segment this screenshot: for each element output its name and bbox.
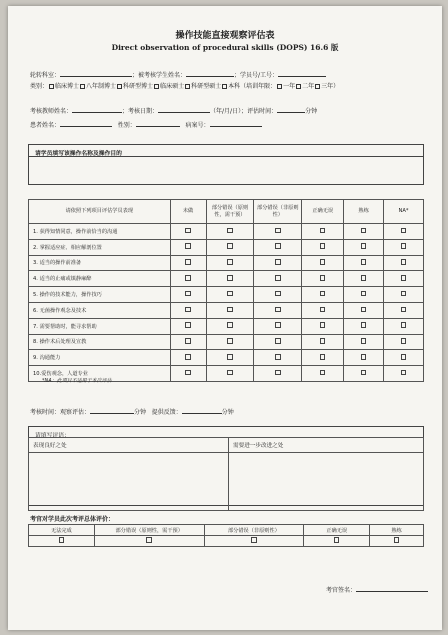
rating-checkbox[interactable] bbox=[320, 322, 326, 328]
rating-checkbox[interactable] bbox=[227, 322, 233, 328]
dept-label: 轮转科室： bbox=[30, 72, 61, 79]
rating-checkbox[interactable] bbox=[185, 322, 191, 328]
table-row bbox=[29, 239, 424, 255]
cat-option-1: 临床博士 bbox=[55, 83, 80, 90]
cat-option-6: 本科（培训年限： bbox=[228, 83, 277, 90]
cat-option-5: 科研型硕士 bbox=[191, 83, 222, 90]
rating-checkbox[interactable] bbox=[185, 338, 191, 344]
overall-checkbox-5[interactable] bbox=[394, 537, 400, 543]
year-checkbox-1[interactable] bbox=[277, 84, 282, 89]
good-points-field[interactable] bbox=[29, 453, 229, 511]
observe-minutes-field[interactable] bbox=[90, 408, 134, 414]
header-line-4 bbox=[30, 121, 430, 130]
eval-time-label: ；评估时间： bbox=[241, 108, 278, 115]
patient-name-label: 患者姓名： bbox=[30, 122, 61, 129]
patient-name-field[interactable] bbox=[60, 121, 112, 127]
time-line bbox=[30, 407, 234, 416]
rating-checkbox[interactable] bbox=[320, 338, 326, 344]
feedback-minute-label: 分钟 bbox=[221, 409, 234, 416]
rating-checkbox[interactable] bbox=[361, 307, 367, 313]
rating-checkbox[interactable] bbox=[361, 370, 367, 376]
rating-checkbox[interactable] bbox=[401, 322, 407, 328]
cat-option-2: 八年制博士 bbox=[86, 83, 117, 90]
rating-checkbox[interactable] bbox=[275, 338, 281, 344]
cat-option-4: 临床硕士 bbox=[160, 83, 185, 90]
rating-checkbox[interactable] bbox=[401, 338, 407, 344]
rating-checkbox[interactable] bbox=[320, 259, 326, 265]
evaluation-table bbox=[28, 199, 424, 382]
rating-checkbox[interactable] bbox=[185, 370, 191, 376]
overall-checkbox-3[interactable] bbox=[251, 537, 257, 543]
na-note: *NA：此项目不适用于本次评估 bbox=[42, 378, 112, 384]
table-row bbox=[29, 350, 424, 366]
rating-checkbox[interactable] bbox=[361, 354, 367, 360]
rating-checkbox[interactable] bbox=[401, 307, 407, 313]
cat-checkbox-3[interactable] bbox=[117, 84, 122, 89]
rating-checkbox[interactable] bbox=[185, 291, 191, 297]
rating-checkbox[interactable] bbox=[185, 307, 191, 313]
col-header-minor-error: 部分错误（非原则性） bbox=[254, 200, 302, 224]
trainee-name-field[interactable] bbox=[186, 71, 234, 77]
improve-points-header: 需要进一步改进之处 bbox=[229, 438, 424, 453]
evaluation-item-label: 9. 沟通能力 bbox=[29, 350, 171, 366]
overall-label: 考官对学员此次考评总体评价： bbox=[30, 516, 115, 523]
rating-checkbox[interactable] bbox=[275, 259, 281, 265]
rating-checkbox[interactable] bbox=[185, 228, 191, 234]
evaluation-item-label: 5. 操作的技术能力，操作技巧 bbox=[29, 287, 171, 303]
overall-table bbox=[28, 524, 424, 547]
table-row bbox=[29, 287, 424, 303]
signature-line bbox=[326, 585, 428, 594]
signature-field[interactable] bbox=[356, 586, 428, 592]
exam-date-field[interactable] bbox=[158, 107, 210, 113]
rating-checkbox[interactable] bbox=[361, 228, 367, 234]
evaluation-item-label: 10.爱伤观念，人道专业 bbox=[29, 366, 171, 382]
rating-checkbox[interactable] bbox=[401, 228, 407, 234]
rating-checkbox[interactable] bbox=[275, 243, 281, 249]
bed-no-field[interactable] bbox=[210, 121, 262, 127]
evaluation-item-label: 1. 获得知情同意，操作前恰当的沟通 bbox=[29, 224, 171, 240]
cat-checkbox-4[interactable] bbox=[154, 84, 159, 89]
rating-checkbox[interactable] bbox=[401, 370, 407, 376]
rating-checkbox[interactable] bbox=[320, 291, 326, 297]
rating-checkbox[interactable] bbox=[227, 259, 233, 265]
evaluation-item-label: 7. 需要帮助时，能寻求帮助 bbox=[29, 318, 171, 334]
header-line-3 bbox=[30, 107, 430, 116]
signature-label: 考官签名： bbox=[326, 587, 357, 594]
rating-checkbox[interactable] bbox=[320, 354, 326, 360]
col-header-not-done: 未做 bbox=[170, 200, 206, 224]
trainee-name-label: ；被考核学生姓名： bbox=[132, 72, 187, 79]
comments-label: 请填写评语： bbox=[35, 433, 70, 439]
dept-field[interactable] bbox=[60, 71, 132, 77]
table-row bbox=[29, 302, 424, 318]
bed-no-label: 病案号： bbox=[185, 122, 210, 129]
col-header-item: 请依照下列项目评估学员表现 bbox=[29, 200, 171, 224]
evaluation-header-row bbox=[29, 200, 424, 224]
exam-time-label: 考核时间：观察评估： bbox=[30, 409, 91, 416]
year-checkbox-2[interactable] bbox=[296, 84, 301, 89]
rating-checkbox[interactable] bbox=[401, 354, 407, 360]
rating-checkbox[interactable] bbox=[185, 275, 191, 281]
evaluation-item-label: 8. 操作术后处理及宣教 bbox=[29, 334, 171, 350]
rating-checkbox[interactable] bbox=[185, 243, 191, 249]
rating-checkbox[interactable] bbox=[361, 322, 367, 328]
cat-checkbox-2[interactable] bbox=[80, 84, 85, 89]
dops-form-page bbox=[8, 6, 442, 630]
rating-checkbox[interactable] bbox=[401, 259, 407, 265]
examiner-field[interactable] bbox=[72, 107, 122, 113]
year-checkbox-3[interactable] bbox=[315, 84, 320, 89]
year-option-3: 三年） bbox=[321, 83, 340, 90]
rating-checkbox[interactable] bbox=[227, 275, 233, 281]
rating-checkbox[interactable] bbox=[275, 291, 281, 297]
exam-date-label: ；考核日期： bbox=[122, 108, 159, 115]
col-header-correct: 正确无误 bbox=[302, 200, 344, 224]
rating-checkbox[interactable] bbox=[320, 275, 326, 281]
gender-label: 性别： bbox=[117, 122, 136, 129]
rating-checkbox[interactable] bbox=[227, 354, 233, 360]
rating-checkbox[interactable] bbox=[361, 259, 367, 265]
procedure-box-label: 请学员填写该操作名称及操作目的 bbox=[35, 151, 122, 157]
student-no-label: ；学员号/工号： bbox=[234, 72, 279, 79]
rating-checkbox[interactable] bbox=[227, 291, 233, 297]
form-title-en: Direct observation of procedural skills (DOPS) 16.6 版 bbox=[111, 43, 339, 52]
observe-minute-label: 分钟 bbox=[134, 409, 147, 416]
rating-checkbox[interactable] bbox=[401, 275, 407, 281]
rating-checkbox[interactable] bbox=[275, 228, 281, 234]
rating-checkbox[interactable] bbox=[361, 338, 367, 344]
improve-points-field[interactable] bbox=[229, 453, 424, 511]
examiner-label: 考核教师姓名： bbox=[30, 108, 73, 115]
year-option-1: 一年 bbox=[283, 83, 296, 90]
rating-checkbox[interactable] bbox=[227, 370, 233, 376]
table-row bbox=[29, 224, 424, 240]
procedure-box-divider bbox=[29, 156, 423, 157]
evaluation-item-label: 2. 掌握适应症、相应解剖位置 bbox=[29, 239, 171, 255]
cat-checkbox-6[interactable] bbox=[222, 84, 227, 89]
year-option-2: 二年 bbox=[302, 83, 315, 90]
rating-checkbox[interactable] bbox=[275, 275, 281, 281]
rating-checkbox[interactable] bbox=[361, 291, 367, 297]
overall-checkbox-1[interactable] bbox=[59, 537, 65, 543]
table-row bbox=[29, 334, 424, 350]
cat-checkbox-1[interactable] bbox=[49, 84, 54, 89]
col-header-proficient: 熟练 bbox=[344, 200, 384, 224]
evaluation-item-label: 4. 适当的止痛或镇静麻醉 bbox=[29, 271, 171, 287]
procedure-box[interactable] bbox=[28, 144, 424, 185]
rating-checkbox[interactable] bbox=[275, 354, 281, 360]
feedback-minutes-field[interactable] bbox=[182, 408, 222, 414]
eval-time-field[interactable] bbox=[277, 107, 305, 113]
rating-checkbox[interactable] bbox=[320, 243, 326, 249]
evaluation-item-label: 6. 无菌操作观念及技术 bbox=[29, 302, 171, 318]
student-no-field[interactable] bbox=[278, 71, 326, 77]
rating-checkbox[interactable] bbox=[401, 291, 407, 297]
date-format-hint: （年/月/日） bbox=[210, 108, 242, 115]
overall-option-3: 部分错误（非原则性） bbox=[204, 525, 304, 536]
rating-checkbox[interactable] bbox=[227, 228, 233, 234]
overall-checkbox-2[interactable] bbox=[146, 537, 152, 543]
overall-options-row bbox=[29, 525, 424, 536]
overall-checkbox-row bbox=[29, 536, 424, 547]
cat-checkbox-5[interactable] bbox=[185, 84, 190, 89]
rating-checkbox[interactable] bbox=[227, 243, 233, 249]
gender-field[interactable] bbox=[136, 121, 180, 127]
rating-checkbox[interactable] bbox=[361, 275, 367, 281]
rating-checkbox[interactable] bbox=[401, 243, 407, 249]
overall-option-2: 部分错误（原则性，需干预） bbox=[94, 525, 204, 536]
header-line-category bbox=[30, 83, 434, 91]
rating-checkbox[interactable] bbox=[320, 307, 326, 313]
form-title-cn: 操作技能直接观察评估表 bbox=[175, 31, 275, 41]
col-header-major-error: 部分错误（原则性，需干预） bbox=[206, 200, 254, 224]
rating-checkbox[interactable] bbox=[320, 228, 326, 234]
overall-option-1: 无法完成 bbox=[29, 525, 95, 536]
table-row bbox=[29, 318, 424, 334]
rating-checkbox[interactable] bbox=[361, 243, 367, 249]
rating-checkbox[interactable] bbox=[275, 307, 281, 313]
header-line-1 bbox=[30, 71, 430, 80]
rating-checkbox[interactable] bbox=[185, 259, 191, 265]
rating-checkbox[interactable] bbox=[320, 370, 326, 376]
overall-option-4: 正确无误 bbox=[304, 525, 370, 536]
overall-option-5: 熟练 bbox=[370, 525, 424, 536]
good-points-header: 表现良好之处 bbox=[29, 438, 229, 453]
overall-checkbox-4[interactable] bbox=[334, 537, 340, 543]
feedback-label: 提供反馈： bbox=[151, 409, 182, 416]
evaluation-item-label: 3. 适当的操作前准备 bbox=[29, 255, 171, 271]
table-row bbox=[29, 271, 424, 287]
cat-option-3: 科研型博士 bbox=[123, 83, 154, 90]
comments-table bbox=[28, 437, 424, 511]
category-label: 类别： bbox=[30, 83, 49, 90]
rating-checkbox[interactable] bbox=[227, 307, 233, 313]
rating-checkbox[interactable] bbox=[185, 354, 191, 360]
rating-checkbox[interactable] bbox=[227, 338, 233, 344]
eval-minute-label: 分钟 bbox=[305, 108, 318, 115]
rating-checkbox[interactable] bbox=[275, 322, 281, 328]
rating-checkbox[interactable] bbox=[275, 370, 281, 376]
table-row bbox=[29, 255, 424, 271]
col-header-na: NA* bbox=[384, 200, 424, 224]
evaluation-body bbox=[29, 224, 424, 382]
